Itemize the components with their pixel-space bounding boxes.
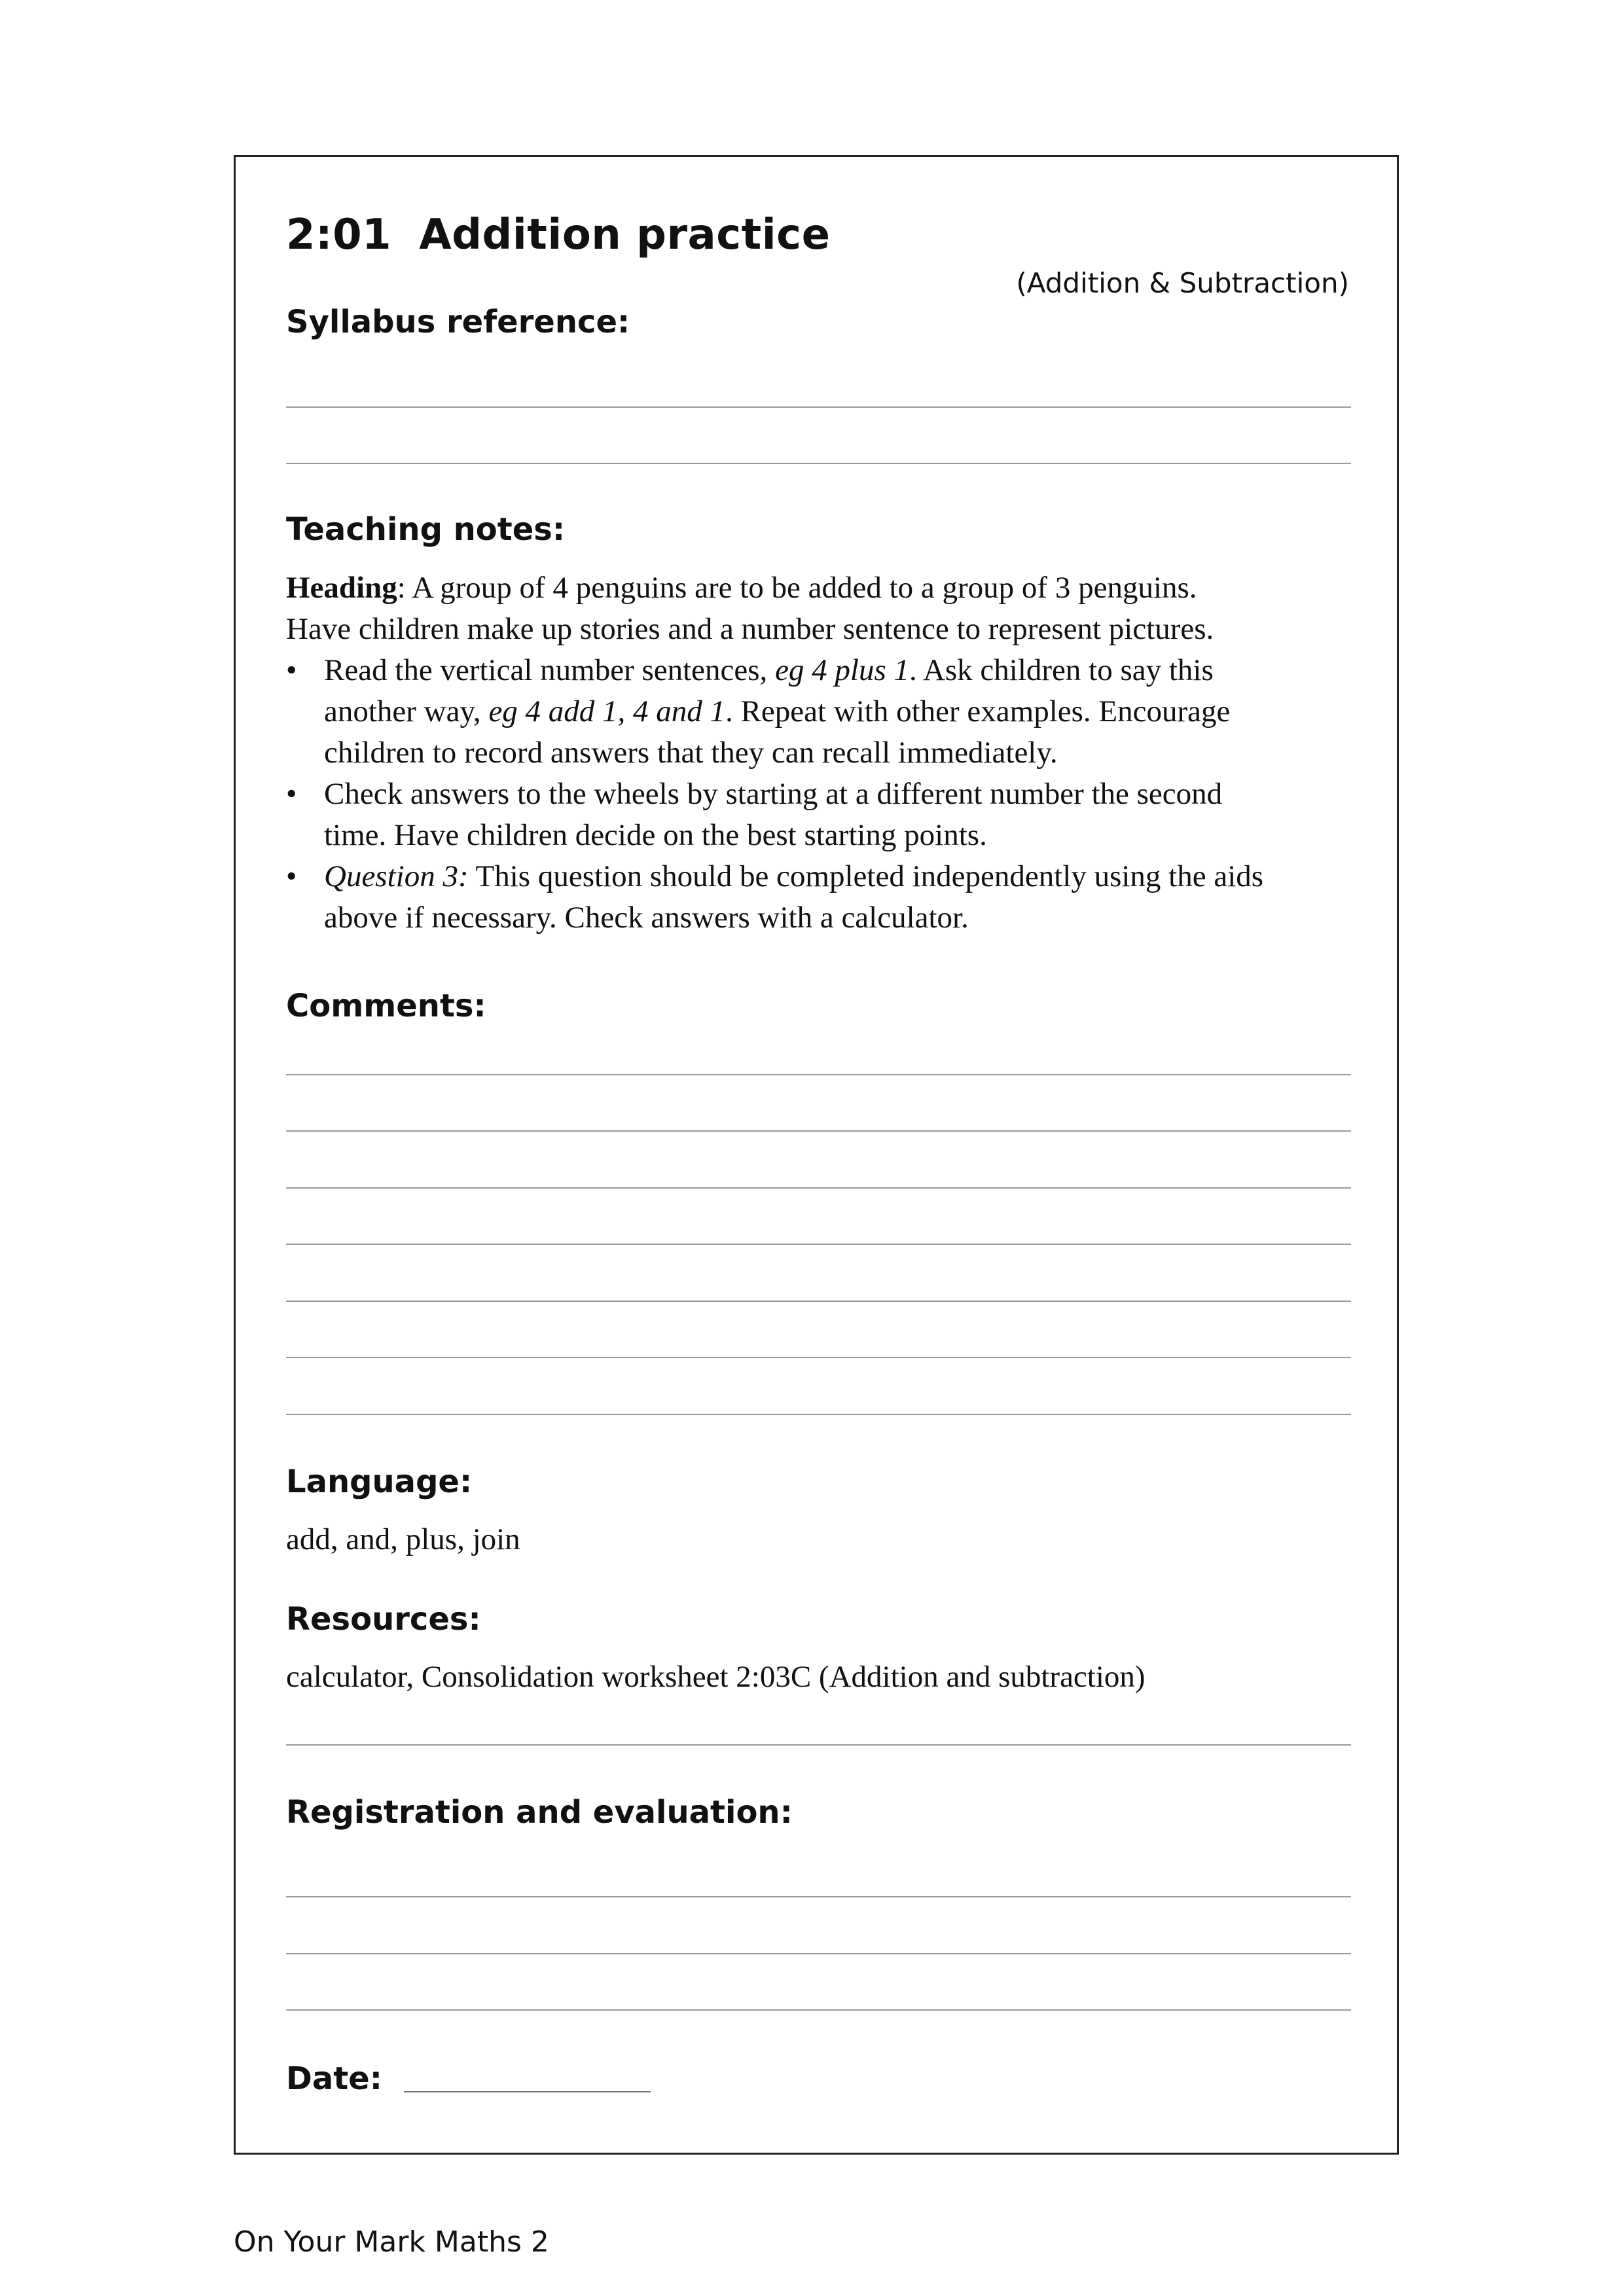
- page-footer: On Your Mark Maths 2: [234, 2225, 549, 2259]
- subject-strand: (Addition & Subtraction): [1016, 267, 1349, 299]
- lesson-title: Addition practice: [419, 211, 831, 259]
- notes-heading-text: : A group of 4 penguins are to be added to a group of 3 penguins.: [397, 571, 1197, 605]
- list-text: time. Have children decide on the best starting points.: [324, 818, 987, 852]
- worksheet-frame: [234, 155, 1399, 2155]
- comments-heading: Comments:: [286, 988, 486, 1024]
- teaching-notes-body: [286, 567, 1360, 939]
- notes-heading-line: [286, 567, 1360, 609]
- date-write-line[interactable]: [404, 2091, 651, 2092]
- registration-write-line-2[interactable]: [286, 1953, 1351, 1954]
- list-text: another way,: [324, 694, 489, 728]
- comments-write-line-3[interactable]: [286, 1187, 1351, 1189]
- date-label: Date:: [286, 2060, 382, 2097]
- lesson-number: 2:01: [286, 211, 392, 259]
- registration-heading: Registration and evaluation:: [286, 1794, 793, 1831]
- bullet-icon: •: [286, 777, 297, 811]
- list-text: Check answers to the wheels by starting at a different number the second: [324, 777, 1223, 811]
- teaching-notes-heading: Teaching notes:: [286, 511, 566, 548]
- resources-heading: Resources:: [286, 1601, 481, 1638]
- list-text: above if necessary. Check answers with a calculator.: [324, 901, 969, 935]
- syllabus-heading: Syllabus reference:: [286, 304, 630, 340]
- comments-write-line-6[interactable]: [286, 1357, 1351, 1358]
- language-text: add, and, plus, join: [286, 1522, 520, 1556]
- list-text: This question should be completed independently using the aids: [468, 859, 1264, 893]
- comments-write-line-7[interactable]: [286, 1414, 1351, 1415]
- page-title: [286, 211, 831, 259]
- resources-text: calculator, Consolidation worksheet 2:03C (Addition and subtraction): [286, 1660, 1146, 1694]
- syllabus-write-line-1[interactable]: [286, 406, 1351, 408]
- list-item: [286, 856, 1360, 939]
- list-text: children to record answers that they can recall immediately.: [324, 736, 1058, 770]
- bullet-icon: •: [286, 653, 297, 687]
- list-text: . Ask children to say this: [909, 653, 1214, 687]
- notes-line-2: Have children make up stories and a number sentence to represent pictures.: [286, 612, 1214, 646]
- registration-write-line-1[interactable]: [286, 1896, 1351, 1897]
- registration-write-line-3[interactable]: [286, 2009, 1351, 2011]
- list-text: Read the vertical number sentences,: [324, 653, 776, 687]
- comments-write-line-5[interactable]: [286, 1300, 1351, 1302]
- comments-write-line-1[interactable]: [286, 1074, 1351, 1075]
- comments-write-line-2[interactable]: [286, 1130, 1351, 1132]
- list-item: [286, 774, 1360, 856]
- resources-write-line[interactable]: [286, 1744, 1351, 1746]
- list-text: . Repeat with other examples. Encourage: [725, 694, 1231, 728]
- language-heading: Language:: [286, 1463, 473, 1500]
- list-item: [286, 650, 1360, 774]
- bullet-icon: •: [286, 859, 297, 893]
- list-example: eg 4 add 1, 4 and 1: [488, 694, 726, 728]
- list-example: eg 4 plus 1: [775, 653, 910, 687]
- notes-bullet-list: [286, 650, 1360, 939]
- list-question-ref: Question 3:: [324, 859, 469, 893]
- comments-write-line-4[interactable]: [286, 1244, 1351, 1245]
- syllabus-write-line-2[interactable]: [286, 463, 1351, 464]
- notes-heading-label: Heading: [286, 571, 397, 605]
